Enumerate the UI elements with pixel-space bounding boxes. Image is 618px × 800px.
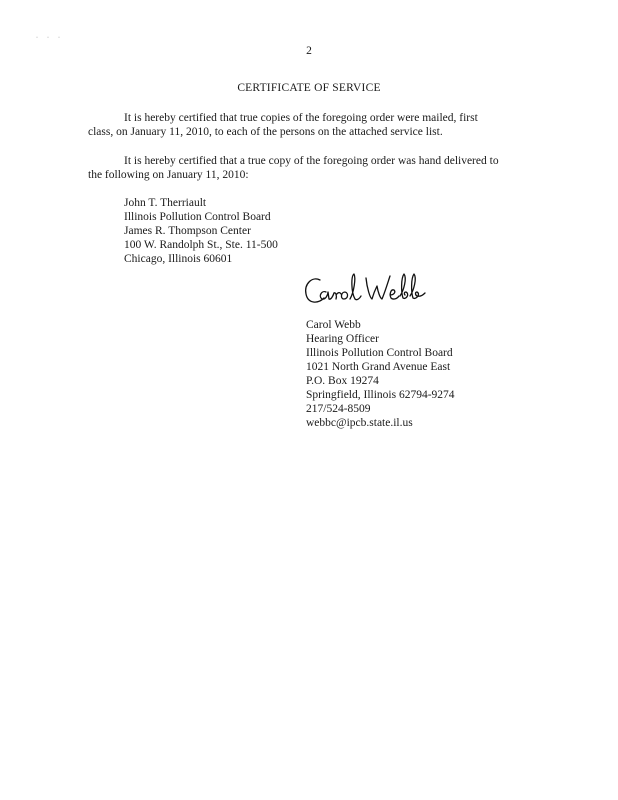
recipient-name: John T. Therriault	[124, 197, 207, 209]
paragraph-line: It is hereby certified that true copies of the foregoing order were mailed, first	[124, 112, 478, 124]
handwritten-signature	[300, 266, 450, 312]
signer-po-box: P.O. Box 19274	[306, 375, 379, 387]
hand-delivery-paragraph	[88, 154, 528, 182]
mailing-paragraph	[88, 111, 528, 139]
signer-phone: 217/524-8509	[306, 403, 371, 415]
paragraph-line: class, on January 11, 2010, to each of the persons on the attached service list.	[88, 126, 443, 138]
certificate-title: CERTIFICATE OF SERVICE	[237, 82, 381, 94]
page-number: 2	[306, 45, 312, 57]
signer-name: Carol Webb	[306, 319, 361, 331]
recipient-organization: Illinois Pollution Control Board	[124, 211, 271, 223]
recipient-building: James R. Thompson Center	[124, 225, 251, 237]
signer-street: 1021 North Grand Avenue East	[306, 361, 451, 373]
paragraph-line: It is hereby certified that a true copy of the foregoing order was hand delivered to	[124, 155, 499, 167]
recipient-address	[124, 196, 278, 266]
signature-block	[306, 318, 455, 430]
signer-city: Springfield, Illinois 62794-9274	[306, 389, 455, 401]
signer-email: webbc@ipcb.state.il.us	[306, 417, 413, 429]
recipient-street: 100 W. Randolph St., Ste. 11-500	[124, 239, 278, 251]
signer-organization: Illinois Pollution Control Board	[306, 347, 453, 359]
signer-title: Hearing Officer	[306, 333, 379, 345]
paragraph-line: the following on January 11, 2010:	[88, 169, 249, 181]
scan-specks: · · ·	[36, 35, 60, 41]
recipient-city: Chicago, Illinois 60601	[124, 253, 233, 265]
